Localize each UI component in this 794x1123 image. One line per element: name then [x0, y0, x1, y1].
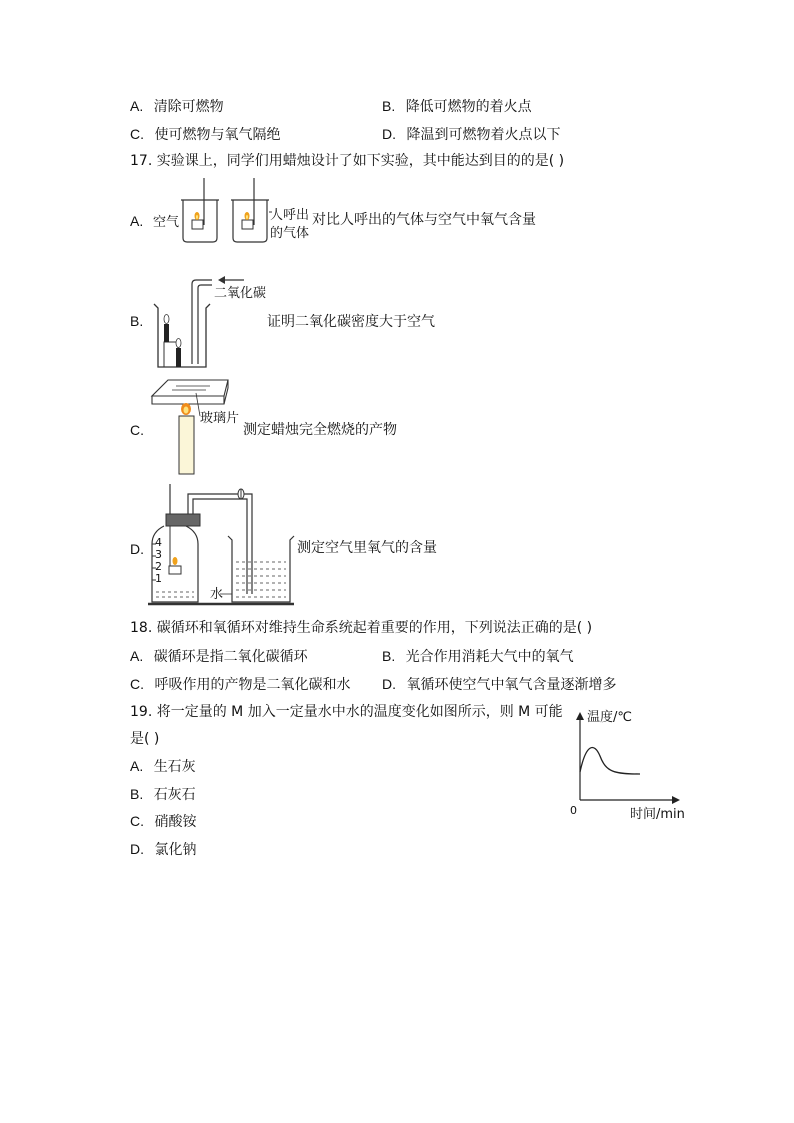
q16-option-b [382, 97, 532, 116]
graph-temperature-curve [580, 748, 640, 774]
q16-option-a-text: 清除可燃物 [153, 99, 224, 115]
q17-c-candle-figure [150, 378, 240, 478]
q16-option-a-letter: A. [130, 98, 144, 114]
q17-d-scale-4: 4 [155, 536, 162, 549]
q17-stem: 17. 实验课上，同学们用蜡烛设计了如下实验，其中能达到目的的是( ) [130, 153, 565, 169]
q16-option-d [382, 125, 560, 144]
q19-option-c-text: 硝酸铵 [154, 814, 197, 830]
q19-graph-ylabel: 温度/℃ [587, 710, 632, 725]
q17-a-bottles-figure [175, 178, 275, 260]
q16-option-b-text: 降低可燃物的着火点 [405, 99, 532, 115]
q16-option-c [130, 125, 280, 144]
q19-option-d-letter: D. [130, 841, 144, 857]
q19-option-a-letter: A. [130, 758, 144, 774]
q17-a-breath-label-2: 的气体 [270, 226, 310, 241]
q19-option-b-text: 石灰石 [153, 787, 196, 803]
q18-option-a [130, 647, 308, 666]
q17-c-description: 测定蜡烛完全燃烧的产物 [243, 422, 397, 438]
q17-option-b-letter: B. [130, 313, 144, 329]
q17-d-scale-3: 3 [155, 548, 162, 561]
q19-option-a [130, 757, 196, 776]
q16-option-d-letter: D. [382, 126, 396, 142]
q19-option-c-letter: C. [130, 813, 144, 829]
q17-d-water-label: 水 [210, 587, 224, 602]
q17-d-scale-1: 1 [155, 572, 162, 585]
q18-option-a-letter: A. [130, 648, 144, 664]
q19-stem-line-2: 是( ) [130, 731, 160, 747]
q18-stem: 18. 碳循环和氧循环对维持生命系统起着重要的作用，下列说法正确的是( ) [130, 620, 593, 636]
q18-option-b [382, 647, 574, 666]
q19-option-d-text: 氯化钠 [154, 842, 197, 858]
q19-temperature-graph [570, 712, 690, 812]
q18-option-d-text: 氧循环使空气中氧气含量逐渐增多 [406, 677, 617, 693]
q18-option-c-letter: C. [130, 676, 144, 692]
q16-option-c-text: 使可燃物与氧气隔绝 [154, 127, 281, 143]
q17-a-description: 对比人呼出的气体与空气中氧气含量 [312, 212, 536, 228]
q19-option-b-letter: B. [130, 786, 144, 802]
q18-option-b-text: 光合作用消耗大气中的氧气 [405, 649, 574, 665]
q17-a-breath-label-1: 人呼出 [270, 208, 310, 223]
q19-option-a-text: 生石灰 [153, 759, 196, 775]
q16-option-c-letter: C. [130, 126, 144, 142]
q17-c-glass-label: 玻璃片 [200, 411, 240, 426]
q19-stem-line-1: 19. 将一定量的 M 加入一定量水中水的温度变化如图所示，则 M 可能 [130, 704, 563, 720]
graph-y-axis-arrow [576, 712, 584, 720]
q16-option-a [130, 97, 224, 116]
q17-d-description: 测定空气里氧气的含量 [297, 540, 437, 556]
q19-graph-xlabel: 时间/min [630, 807, 685, 822]
q19-graph-origin: 0 [570, 804, 577, 817]
graph-x-axis-arrow [672, 796, 680, 804]
q19-option-b [130, 785, 196, 804]
q17-b-gas-label: 二氧化碳 [214, 286, 267, 301]
q19-option-d [130, 840, 196, 859]
q19-option-c [130, 812, 196, 831]
q16-option-d-text: 降温到可燃物着火点以下 [406, 127, 561, 143]
q18-option-a-text: 碳循环是指二氧化碳循环 [153, 649, 308, 665]
q17-option-d-letter: D. [130, 541, 144, 557]
q18-option-d-letter: D. [382, 676, 396, 692]
q17-d-scale-2: 2 [155, 560, 162, 573]
q16-option-b-letter: B. [382, 98, 396, 114]
q18-option-d [382, 675, 616, 694]
q18-option-c [130, 675, 350, 694]
q18-option-c-text: 呼吸作用的产物是二氧化碳和水 [154, 677, 351, 693]
q17-option-a-letter: A. [130, 213, 144, 229]
q17-b-description: 证明二氧化碳密度大于空气 [267, 314, 435, 330]
q17-a-air-label: 空气 [153, 215, 180, 230]
q18-option-b-letter: B. [382, 648, 396, 664]
q17-option-c-letter: C. [130, 422, 144, 438]
